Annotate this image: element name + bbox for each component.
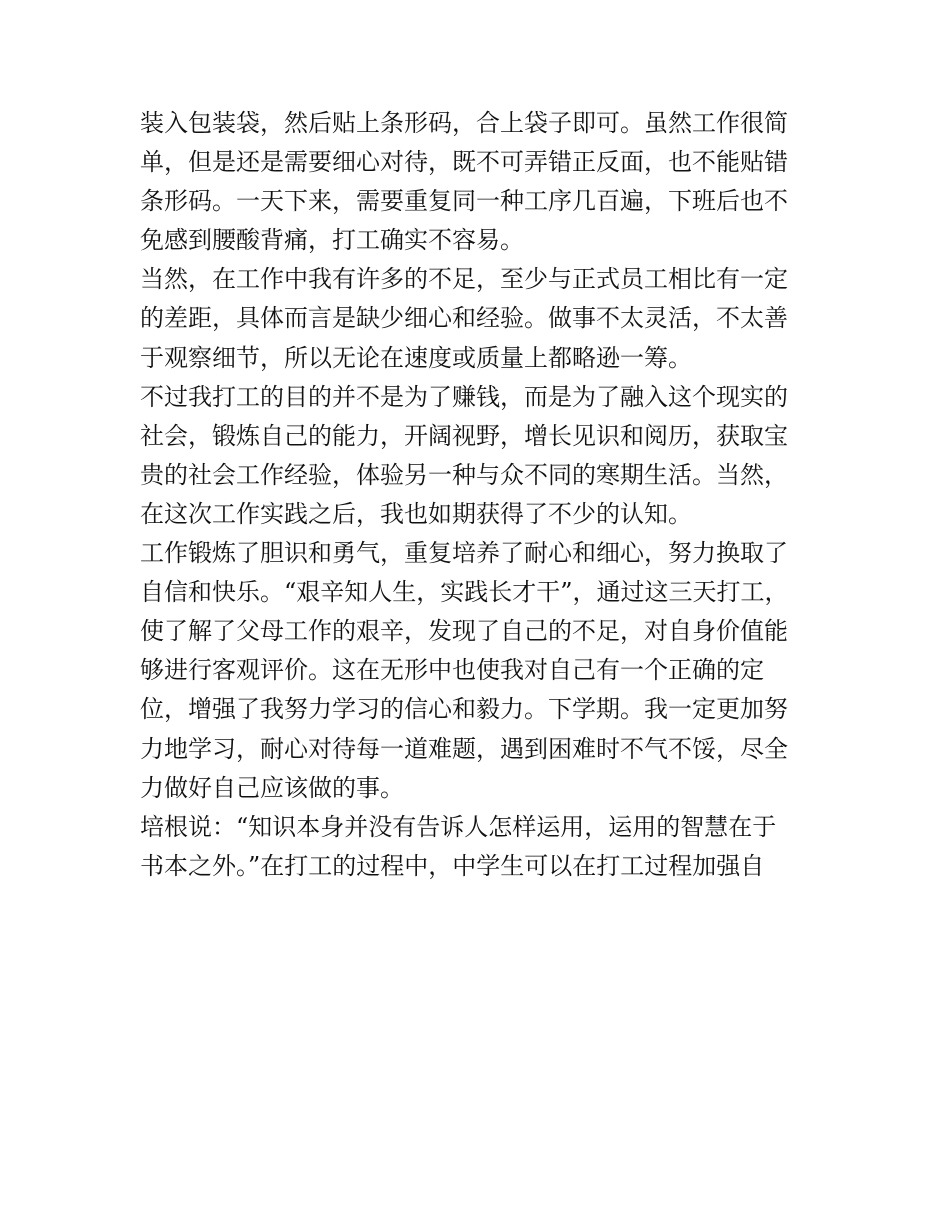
text-line: 条形码。一天下来，需要重复同一种工序几百遍，下班后也不: [140, 187, 788, 216]
text-line: 不过我打工的目的并不是为了赚钱，而是为了融入这个现实的: [140, 382, 788, 411]
paragraph-2: [140, 260, 815, 377]
text-line: 位，增强了我努力学习的信心和毅力。下学期。我一定更加努: [140, 695, 788, 724]
text-line: 使了解了父母工作的艰辛，发现了自己的不足，对自身价值能: [140, 617, 788, 646]
paragraph-4: [140, 534, 815, 808]
text-line: 当然，在工作中我有许多的不足，至少与正式员工相比有一定: [140, 265, 788, 294]
text-line: 够进行客观评价。这在无形中也使我对自己有一个正确的定: [140, 656, 764, 685]
text-line: 力做好自己应该做的事。: [140, 773, 404, 802]
text-line: 力地学习，耐心对待每一道难题，遇到困难时不气不馁，尽全: [140, 734, 788, 763]
text-line: 社会，锻炼自己的能力，开阔视野，增长见识和阅历，获取宝: [140, 421, 788, 450]
text-line: 贵的社会工作经验，体验另一种与众不同的寒期生活。当然，: [140, 460, 788, 489]
text-line: 免感到腰酸背痛，打工确实不容易。: [140, 226, 524, 255]
paragraph-3: [140, 378, 815, 534]
text-line: 自信和快乐。“艰辛知人生，实践长才干”，通过这三天打工，: [140, 578, 789, 607]
paragraph-5: [140, 808, 815, 886]
text-line: 于观察细节，所以无论在速度或质量上都略逊一筹。: [140, 343, 692, 372]
document-body: [140, 104, 815, 886]
text-line: 书本之外。”在打工的过程中，中学生可以在打工过程加强自: [140, 851, 765, 880]
text-line: 工作锻炼了胆识和勇气，重复培养了耐心和细心，努力换取了: [140, 539, 788, 568]
text-line: 单，但是还是需要细心对待，既不可弄错正反面，也不能贴错: [140, 148, 788, 177]
text-line: 培根说：“知识本身并没有告诉人怎样运用，运用的智慧在于: [140, 812, 777, 841]
text-line: 的差距，具体而言是缺少细心和经验。做事不太灵活，不太善: [140, 304, 788, 333]
text-line: 装入包装袋，然后贴上条形码，合上袋子即可。虽然工作很简: [140, 109, 788, 137]
paragraph-1: [140, 104, 815, 260]
text-line: 在这次工作实践之后，我也如期获得了不少的认知。: [140, 499, 692, 528]
